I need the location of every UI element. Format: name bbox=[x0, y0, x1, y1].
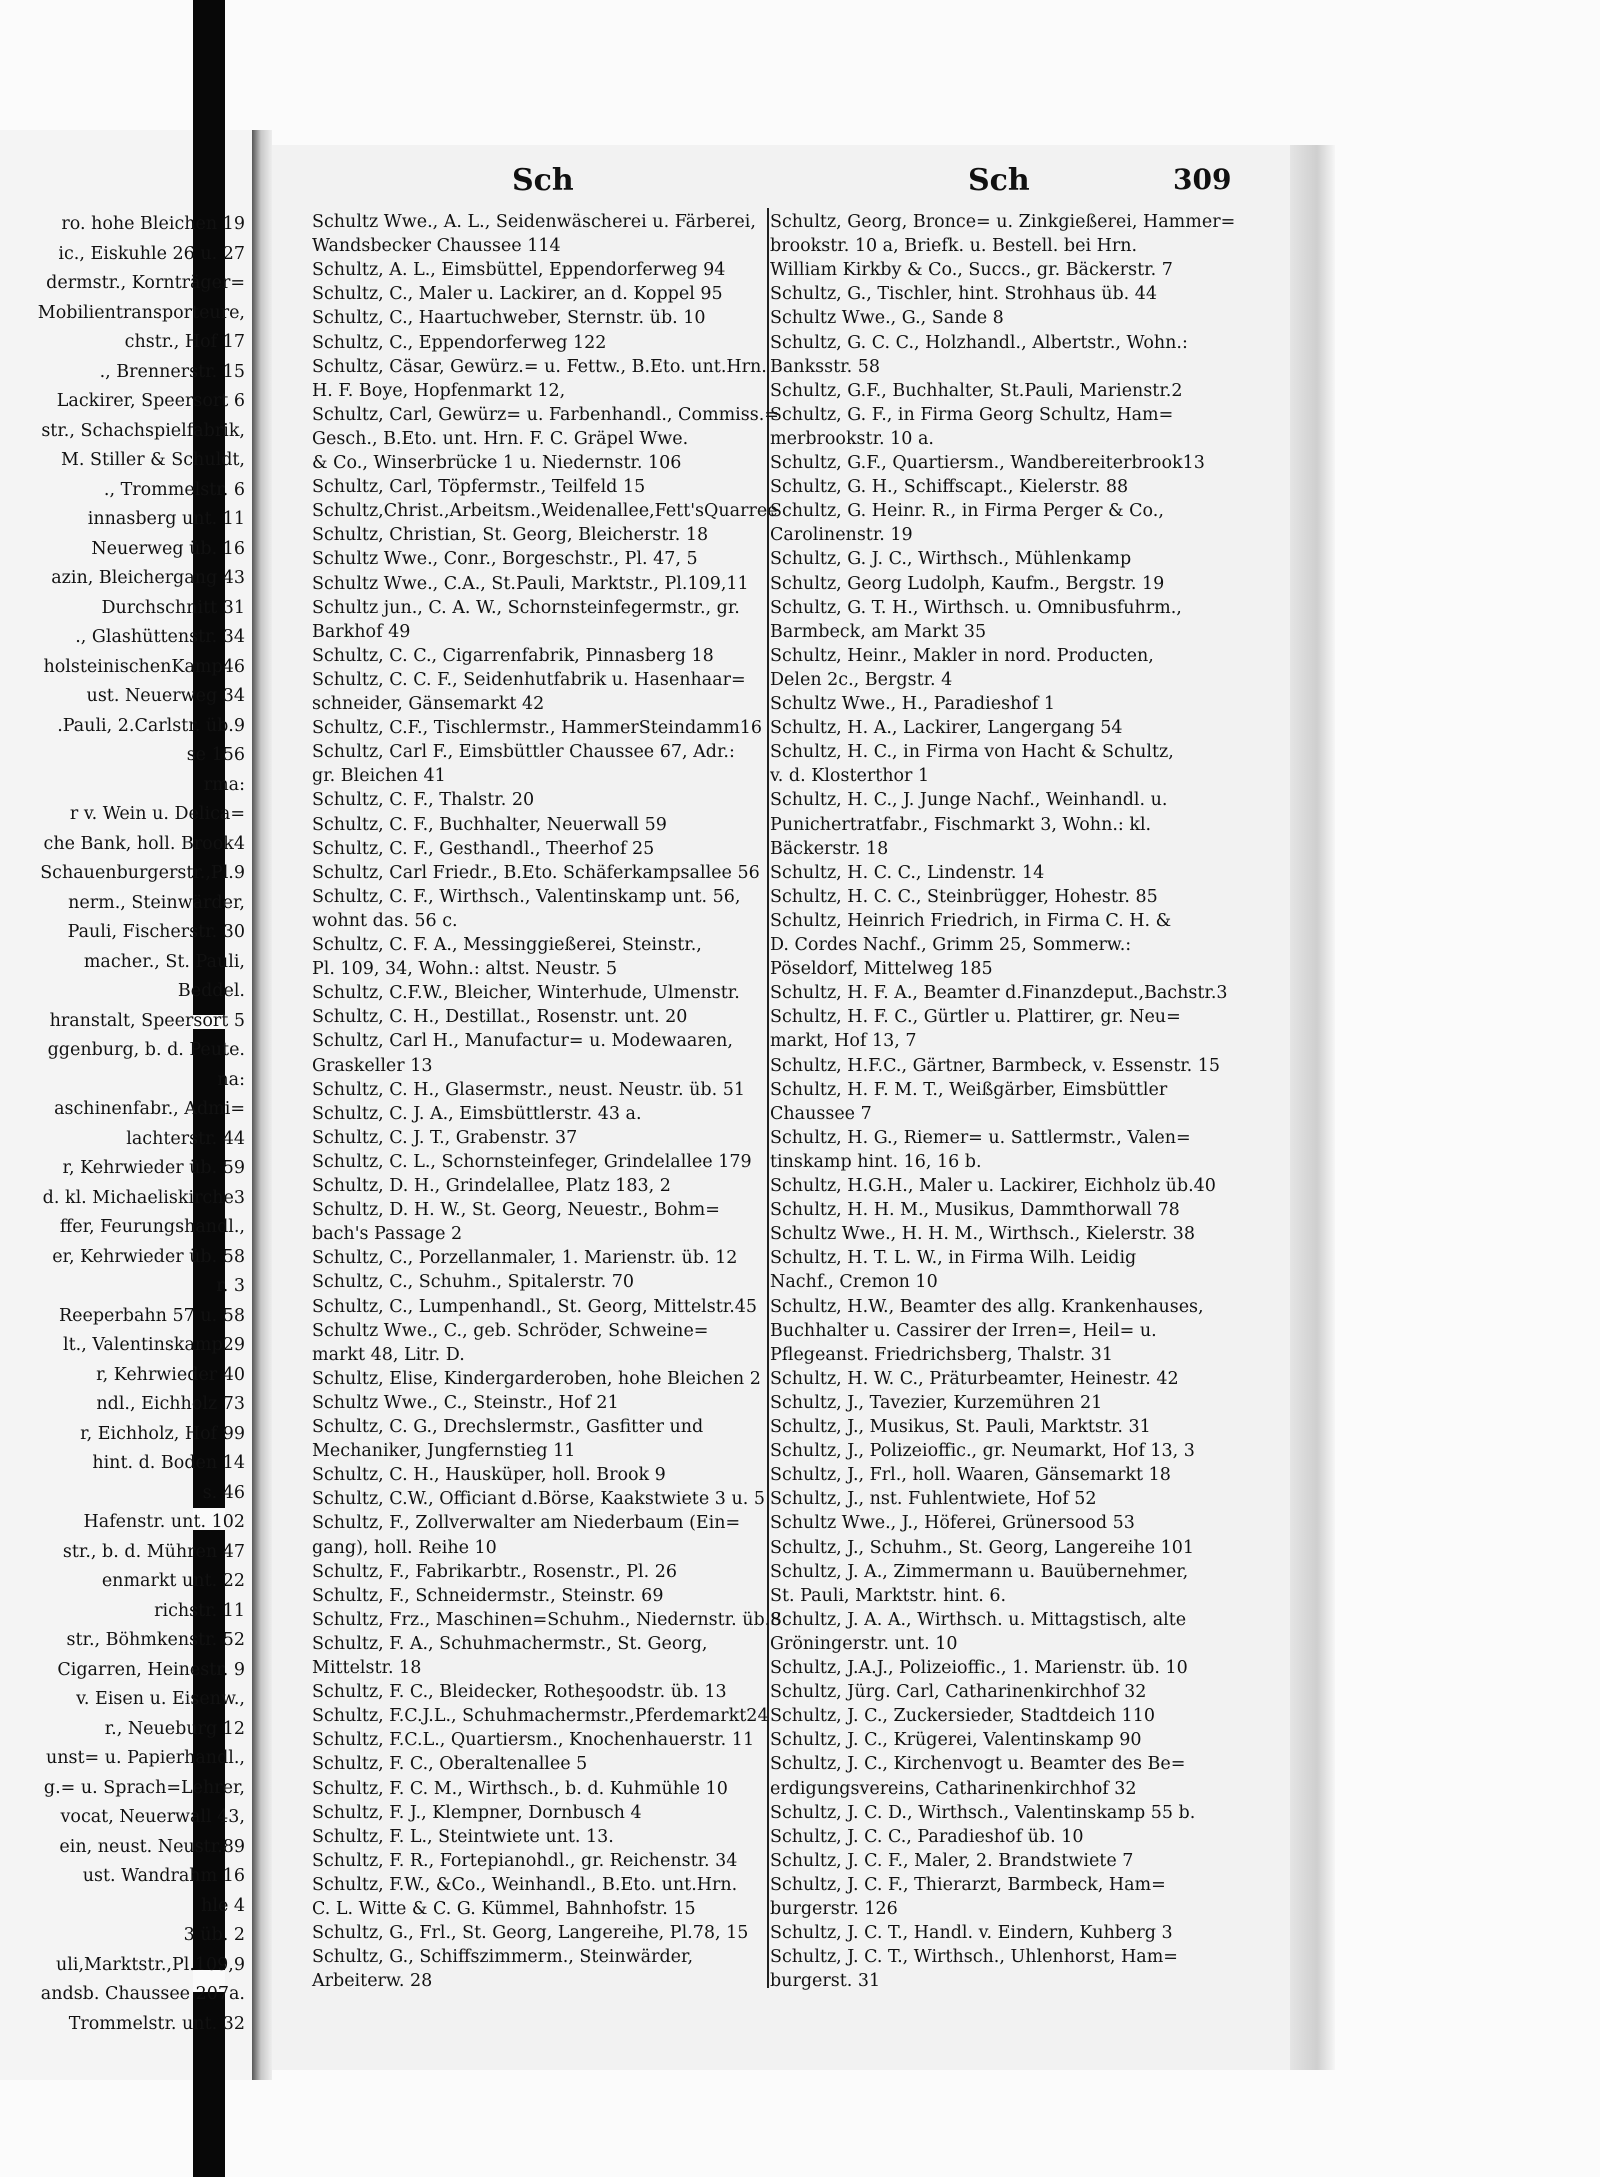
left-page-line: lt., Valentinskamp29 bbox=[63, 1335, 245, 1355]
left-page-line: str., b. d. Mühren 47 bbox=[62, 1541, 245, 1562]
directory-entry-line: Schultz, G.F., Buchhalter, St.Pauli, Marienstr.2 bbox=[770, 380, 1183, 401]
directory-entry-line: Schultz, J., Tavezier, Kurzemühren 21 bbox=[770, 1392, 1103, 1413]
directory-entry-line: Schultz, J. C. T., Wirthsch., Uhlenhorst, Ham= bbox=[770, 1947, 1178, 1968]
directory-entry-line: Schultz, Frz., Maschinen=Schuhm., Niedernstr. üb.8 bbox=[312, 1609, 782, 1630]
left-page-line: ., Glashüttenstr. 34 bbox=[75, 627, 245, 647]
directory-entry-line: Schultz, G., Tischler, hint. Strohhaus üb. 44 bbox=[770, 284, 1158, 305]
directory-entry-line: Schultz, F. C., Bleidecker, Rotheşoodstr. üb. 13 bbox=[312, 1682, 727, 1703]
directory-entry-line: Schultz, J.A.J., Polizeioffic., 1. Marienstr. üb. 10 bbox=[770, 1658, 1188, 1678]
directory-entry-line: H. F. Boye, Hopfenmarkt 12, bbox=[312, 380, 566, 401]
directory-entry-line: Schultz, C. C. F., Seidenhutfabrik u. Hasenhaar= bbox=[312, 669, 746, 690]
directory-entry-line: Arbeiterw. 28 bbox=[312, 1971, 433, 1992]
directory-entry-line: markt, Hof 13, 7 bbox=[770, 1031, 917, 1052]
left-page-line: aschinenfabr., Admi= bbox=[54, 1099, 245, 1119]
directory-entry-line: Schultz, C., Lumpenhandl., St. Georg, Mittelstr.45 bbox=[312, 1296, 758, 1317]
directory-entry-line: Schultz, Georg Ludolph, Kaufm., Bergstr. 19 bbox=[770, 573, 1165, 594]
directory-entry-line: Schultz, Jürg. Carl, Catharinenkirchhof 32 bbox=[770, 1682, 1147, 1703]
directory-entry-line: Schultz, F., Schneidermstr., Steinstr. 69 bbox=[312, 1585, 664, 1606]
directory-entry-line: Delen 2c., Bergstr. 4 bbox=[770, 669, 953, 690]
left-page-line: unst= u. Papierhandl., bbox=[45, 1748, 245, 1768]
directory-entry-line: Schultz, Carl, Gewürz= u. Farbenhandl., Commiss.= bbox=[312, 404, 779, 425]
left-page-line: str., Schachspielfabrik, bbox=[41, 420, 245, 441]
directory-entry-line: Schultz, D. H. W., St. Georg, Neuestr., Bohm= bbox=[312, 1200, 720, 1221]
left-page-line: r., Neueburg 12 bbox=[104, 1718, 245, 1739]
directory-entry-line: Schultz, C. F., Gesthandl., Theerhof 25 bbox=[312, 838, 655, 859]
directory-entry-line: Schultz Wwe., G., Sande 8 bbox=[770, 308, 1004, 329]
directory-entry-line: Schultz, G., Schiffszimmerm., Steinwärder, bbox=[312, 1947, 694, 1968]
directory-entry-line: Schultz, J. C. F., Maler, 2. Brandstwiete 7 bbox=[770, 1850, 1134, 1871]
left-page-line: str., Böhmkenstr. 52 bbox=[66, 1630, 245, 1650]
directory-entry-line: D. Cordes Nachf., Grimm 25, Sommerw.: bbox=[770, 935, 1132, 955]
directory-entry-line: Schultz, C. C., Cigarrenfabrik, Pinnasberg 18 bbox=[312, 645, 714, 666]
directory-entry-line: Schultz Wwe., C.A., St.Pauli, Marktstr., Pl.109,11 bbox=[312, 573, 749, 594]
directory-entry-line: Schultz, C., Haartuchweber, Sternstr. üb. 10 bbox=[312, 308, 706, 329]
directory-entry-line: Schultz, F. C. M., Wirthsch., b. d. Kuhmühle 10 bbox=[312, 1778, 728, 1799]
directory-entry-line: Schultz, H. H. M., Musikus, Dammthorwall 78 bbox=[770, 1200, 1180, 1221]
directory-entry-line: Schultz, J., Polizeioffic., gr. Neumarkt, Hof 13, 3 bbox=[770, 1441, 1195, 1462]
directory-entry-line: William Kirkby & Co., Succs., gr. Bäckerstr. 7 bbox=[770, 260, 1173, 281]
left-page-line: se 156 bbox=[186, 745, 245, 765]
directory-entry-line: schneider, Gänsemarkt 42 bbox=[312, 694, 545, 714]
directory-entry-line: bach's Passage 2 bbox=[312, 1224, 463, 1245]
directory-entry-line: Schultz, H. C. C., Steinbrügger, Hohestr. 85 bbox=[770, 886, 1158, 907]
left-page-line: ust. Wandrahm 16 bbox=[82, 1866, 245, 1886]
left-page-line: s. 46 bbox=[202, 1482, 245, 1503]
left-page-line: v. Eisen u. Eisenw., bbox=[76, 1689, 245, 1709]
directory-entry-line: Schultz, C.F.W., Bleicher, Winterhude, Ulmenstr. bbox=[312, 983, 740, 1004]
left-page-line: M. Stiller & Schuldt, bbox=[60, 450, 245, 470]
directory-entry-line: Chaussee 7 bbox=[770, 1103, 872, 1124]
left-page-line: ic., Eiskuhle 26 u. 27 bbox=[58, 243, 245, 264]
directory-entry-line: Gröningerstr. unt. 10 bbox=[770, 1633, 958, 1654]
left-page-line: macher., St. Pauli, bbox=[83, 951, 245, 972]
left-page-line: ., Trommelstr. 6 bbox=[103, 479, 245, 500]
directory-entry-line: Schultz, G. J. C., Wirthsch., Mühlenkamp bbox=[770, 549, 1132, 570]
left-page-line: ggenburg, b. d. Peute. bbox=[47, 1040, 245, 1060]
directory-entry-line: Schultz, C. J. T., Grabenstr. 37 bbox=[312, 1127, 578, 1148]
directory-entry-line: Schultz, Christian, St. Georg, Bleicherstr. 18 bbox=[312, 525, 709, 546]
left-page-line: andsb. Chaussee 207a. bbox=[40, 1984, 245, 2004]
directory-entry-line: gang), holl. Reihe 10 bbox=[312, 1537, 497, 1558]
left-page-line: richstr. 11 bbox=[154, 1600, 245, 1621]
directory-entry-line: Schultz, Cäsar, Gewürz.= u. Fettw., B.Eto. unt.Hrn. bbox=[312, 356, 767, 377]
left-page-line: che Bank, holl. Brook4 bbox=[43, 833, 245, 854]
directory-entry-line: Schultz,Christ.,Arbeitsm.,Weidenallee,Fett'sQuarree bbox=[312, 501, 778, 522]
directory-entry-line: Schultz, G. C. C., Holzhandl., Albertstr., Wohn.: bbox=[770, 332, 1188, 353]
left-page-line: r, Eichholz, Hof 99 bbox=[80, 1423, 245, 1444]
directory-entry-line: Barmbeck, am Markt 35 bbox=[770, 621, 987, 642]
directory-entry-line: Schultz, C., Porzellanmaler, 1. Marienstr. üb. 12 bbox=[312, 1248, 738, 1269]
page-edge bbox=[1290, 145, 1335, 2070]
directory-entry-line: Schultz, C. F. A., Messinggießerei, Steinstr., bbox=[312, 935, 702, 955]
left-column-heading: Sch bbox=[512, 163, 574, 198]
directory-entry-line: C. L. Witte & C. G. Kümmel, Bahnhofstr. 15 bbox=[312, 1899, 696, 1919]
directory-entry-line: Schultz, C. J. A., Eimsbüttlerstr. 43 a. bbox=[312, 1103, 642, 1124]
left-page-line: ndl., Eichholz 73 bbox=[96, 1394, 245, 1414]
directory-entry-line: Schultz, H. F. A., Beamter d.Finanzdeput.,Bachstr.3 bbox=[770, 983, 1228, 1004]
directory-entry-line: Schultz Wwe., H. H. M., Wirthsch., Kielerstr. 38 bbox=[770, 1224, 1196, 1245]
left-page-line: Lackirer, Speersort 6 bbox=[56, 391, 245, 411]
directory-entry-line: Schultz, G. Heinr. R., in Firma Perger & Co., bbox=[770, 501, 1164, 522]
directory-entry-line: Schultz, C., Schuhm., Spitalerstr. 70 bbox=[312, 1272, 635, 1293]
directory-entry-line: v. d. Klosterthor 1 bbox=[770, 766, 930, 787]
left-page-line: holsteinischenKamp46 bbox=[43, 656, 245, 677]
left-page-line: nerm., Steinwärder, bbox=[68, 892, 245, 913]
directory-entry-line: Schultz, F.C.J.L., Schuhmachermstr.,Pferdemarkt24 bbox=[312, 1706, 769, 1727]
directory-entry-line: Mittelstr. 18 bbox=[312, 1658, 422, 1678]
left-page-line: uli,Marktstr.,Pl.109,9 bbox=[56, 1954, 245, 1975]
left-page-line: Hafenstr. unt. 102 bbox=[83, 1512, 245, 1532]
directory-entry-line: Mechaniker, Jungfernstieg 11 bbox=[312, 1441, 576, 1462]
left-page-line: d. kl. Michaeliskirche3 bbox=[42, 1187, 245, 1208]
left-page-line: chstr., Hof 17 bbox=[124, 332, 245, 352]
left-page-line: hle 4 bbox=[201, 1895, 245, 1916]
directory-entry-line: & Co., Winserbrücke 1 u. Niedernstr. 106 bbox=[312, 453, 682, 473]
directory-entry-line: Schultz, J. C., Kirchenvogt u. Beamter des Be= bbox=[770, 1754, 1186, 1775]
directory-entry-line: Schultz, G. H., Schiffscapt., Kielerstr. 88 bbox=[770, 477, 1129, 498]
directory-entry-line: Schultz, C. G., Drechslermstr., Gasfitter und bbox=[312, 1417, 704, 1437]
directory-entry-line: burgerst. 31 bbox=[770, 1971, 881, 1992]
directory-entry-line: St. Pauli, Marktstr. hint. 6. bbox=[770, 1585, 1007, 1606]
directory-entry-line: Schultz, Georg, Bronce= u. Zinkgießerei, Hammer= bbox=[770, 212, 1236, 232]
left-page-line: vocat, Neuerwall 43, bbox=[60, 1807, 245, 1827]
directory-entry-line: Schultz, F. C., Oberaltenallee 5 bbox=[312, 1754, 588, 1775]
directory-entry-line: Schultz Wwe., Conr., Borgeschstr., Pl. 47, 5 bbox=[312, 549, 698, 570]
page-number: 309 bbox=[1173, 163, 1232, 196]
left-page-line: rma: bbox=[203, 774, 245, 795]
left-page-line: Trommelstr. unt. 32 bbox=[68, 2013, 245, 2034]
directory-entry-line: Schultz, G. T. H., Wirthsch. u. Omnibusfuhrm., bbox=[770, 597, 1182, 618]
left-page-line: hranstalt, Speersort 5 bbox=[49, 1010, 245, 1031]
directory-entry-line: Schultz, J. C. C., Paradieshof üb. 10 bbox=[770, 1826, 1084, 1847]
directory-entry-line: Schultz, C., Eppendorferweg 122 bbox=[312, 332, 607, 353]
left-page-line: lachterstr. 44 bbox=[126, 1128, 245, 1149]
directory-entry-line: erdigungsvereins, Catharinenkirchhof 32 bbox=[770, 1778, 1137, 1799]
directory-entry-line: Graskeller 13 bbox=[312, 1055, 433, 1076]
directory-entry-line: Banksstr. 58 bbox=[770, 356, 880, 377]
directory-entry-line: Schultz, H. F. M. T., Weißgärber, Eimsbüttler bbox=[770, 1079, 1168, 1100]
left-page-line: Schauenburgerstr.,Pl.9 bbox=[40, 863, 245, 883]
left-page-line: r. 3 bbox=[216, 1276, 245, 1296]
directory-entry-line: Schultz, G. F., in Firma Georg Schultz, Ham= bbox=[770, 404, 1174, 425]
left-page-line: Mobilientransporteure, bbox=[37, 302, 245, 323]
directory-entry-line: Pl. 109, 34, Wohn.: altst. Neustr. 5 bbox=[312, 959, 618, 980]
directory-entry-line: Schultz Wwe., C., geb. Schröder, Schweine= bbox=[312, 1320, 709, 1341]
directory-entry-line: Carolinenstr. 19 bbox=[770, 525, 913, 546]
directory-entry-line: Schultz, C.W., Officiant d.Börse, Kaakstwiete 3 u. 5 bbox=[312, 1489, 765, 1510]
directory-entry-line: Schultz, G., Frl., St. Georg, Langereihe, Pl.78, 15 bbox=[312, 1923, 749, 1944]
directory-entry-line: Schultz, C. F., Wirthsch., Valentinskamp unt. 56, bbox=[312, 886, 741, 907]
directory-entry-line: Schultz, H. T. L. W., in Firma Wilh. Leidig bbox=[770, 1248, 1137, 1269]
left-page-line: Beddel. bbox=[177, 981, 245, 1001]
directory-entry-line: Schultz, Carl F., Eimsbüttler Chaussee 67, Adr.: bbox=[312, 742, 735, 763]
directory-entry-line: merbrookstr. 10 a. bbox=[770, 428, 934, 449]
right-column-heading: Sch bbox=[968, 163, 1030, 198]
directory-entry-line: burgerstr. 126 bbox=[770, 1899, 898, 1919]
directory-entry-line: Schultz Wwe., J., Höferei, Grünersood 53 bbox=[770, 1513, 1135, 1534]
directory-entry-line: Pflegeanst. Friedrichsberg, Thalstr. 31 bbox=[770, 1344, 1113, 1365]
directory-entry-line: Pöseldorf, Mittelweg 185 bbox=[770, 959, 993, 980]
left-page-line: Durchschnitt 31 bbox=[101, 597, 245, 618]
directory-entry-line: Schultz, H.G.H., Maler u. Lackirer, Eichholz üb.40 bbox=[770, 1176, 1216, 1196]
directory-entry-line: Schultz, J., nst. Fuhlentwiete, Hof 52 bbox=[770, 1489, 1097, 1510]
left-page-line: ein, neust. Neustr.89 bbox=[59, 1836, 245, 1857]
directory-entry-line: Schultz, H. C., J. Junge Nachf., Weinhandl. u. bbox=[770, 790, 1168, 811]
directory-entry-line: Schultz, F.W., &Co., Weinhandl., B.Eto. unt.Hrn. bbox=[312, 1874, 738, 1895]
directory-entry-line: Schultz Wwe., C., Steinstr., Hof 21 bbox=[312, 1392, 619, 1413]
left-page-line: azin, Bleichergang 43 bbox=[51, 568, 245, 588]
left-page-line: ., Brennerstr. 15 bbox=[99, 361, 245, 382]
directory-entry-line: Schultz, C. F., Buchhalter, Neuerwall 59 bbox=[312, 814, 667, 835]
directory-entry-line: Schultz Wwe., A. L., Seidenwäscherei u. Färberei, bbox=[312, 212, 756, 232]
directory-entry-line: Schultz, H. A., Lackirer, Langergang 54 bbox=[770, 718, 1123, 739]
directory-entry-line: Schultz, J. C. T., Handl. v. Eindern, Kuhberg 3 bbox=[770, 1923, 1173, 1944]
left-page-line: Pauli, Fischerstr. 30 bbox=[67, 922, 245, 942]
left-page-line: r, Kehrwieder üb. 59 bbox=[62, 1158, 245, 1178]
directory-entry-line: Schultz, F. J., Klempner, Dornbusch 4 bbox=[312, 1802, 642, 1823]
directory-entry-line: Schultz, J. A. A., Wirthsch. u. Mittagstisch, alte bbox=[770, 1609, 1187, 1630]
directory-entry-line: Schultz, J., Frl., holl. Waaren, Gänsemarkt 18 bbox=[770, 1465, 1171, 1486]
directory-entry-line: Schultz, C. H., Destillat., Rosenstr. unt. 20 bbox=[312, 1007, 688, 1028]
directory-entry-line: Schultz, F. R., Fortepianohdl., gr. Reichenstr. 34 bbox=[312, 1850, 738, 1871]
left-page-line: .Pauli, 2.Carlstr. üb.9 bbox=[57, 715, 245, 736]
directory-entry-line: brookstr. 10 a, Briefk. u. Bestell. bei Hrn. bbox=[770, 236, 1138, 257]
directory-entry-line: Schultz, Heinrich Friedrich, in Firma C. H. & bbox=[770, 910, 1172, 931]
directory-entry-line: Schultz, Carl H., Manufactur= u. Modewaaren, bbox=[312, 1031, 733, 1052]
left-page-line: ust. Neuerweg 34 bbox=[86, 686, 245, 706]
directory-entry-line: Schultz, H. C., in Firma von Hacht & Schultz, bbox=[770, 742, 1174, 763]
directory-entry-line: Schultz, J. C. F., Thierarzt, Barmbeck, Ham= bbox=[770, 1874, 1166, 1895]
directory-entry-line: Gesch., B.Eto. unt. Hrn. F. C. Gräpel Wwe. bbox=[312, 428, 689, 449]
directory-entry-line: Bäckerstr. 18 bbox=[770, 838, 889, 859]
left-page-line: hint. d. Boden 14 bbox=[92, 1453, 245, 1473]
directory-entry-line: Schultz, F. A., Schuhmachermstr., St. Georg, bbox=[312, 1633, 708, 1654]
directory-entry-line: Schultz jun., C. A. W., Schornsteinfegermstr., gr. bbox=[312, 597, 740, 618]
directory-entry-line: wohnt das. 56 c. bbox=[312, 910, 458, 931]
directory-entry-line: Schultz, H. W. C., Präturbeamter, Heinestr. 42 bbox=[770, 1368, 1179, 1389]
directory-entry-line: Schultz, H.F.C., Gärtner, Barmbeck, v. Essenstr. 15 bbox=[770, 1055, 1221, 1076]
directory-entry-line: Schultz, J., Schuhm., St. Georg, Langereihe 101 bbox=[770, 1537, 1195, 1558]
directory-entry-line: Schultz, C., Maler u. Lackirer, an d. Koppel 95 bbox=[312, 284, 723, 305]
directory-entry-line: Schultz, A. L., Eimsbüttel, Eppendorferweg 94 bbox=[312, 260, 726, 281]
directory-entry-line: Schultz, H. G., Riemer= u. Sattlermstr., Valen= bbox=[770, 1127, 1191, 1148]
directory-entry-line: Barkhof 49 bbox=[312, 621, 411, 642]
directory-entry-line: Schultz, J. A., Zimmermann u. Bauübernehmer, bbox=[770, 1561, 1189, 1582]
left-page-line: ro. hohe Bleichen 19 bbox=[61, 214, 245, 234]
directory-entry-line: Schultz, F.C.L., Quartiersm., Knochenhauerstr. 11 bbox=[312, 1730, 755, 1751]
directory-entry-line: Schultz, J. C. D., Wirthsch., Valentinskamp 55 b. bbox=[770, 1802, 1196, 1823]
directory-entry-line: Schultz, G.F., Quartiersm., Wandbereiterbrook13 bbox=[770, 453, 1205, 473]
directory-entry-line: Schultz, C. H., Glasermstr., neust. Neustr. üb. 51 bbox=[312, 1079, 746, 1100]
directory-entry-line: tinskamp hint. 16, 16 b. bbox=[770, 1151, 982, 1172]
directory-entry-line: Schultz, J. C., Krügerei, Valentinskamp 90 bbox=[770, 1730, 1142, 1751]
directory-entry-line: Schultz, F. L., Steintwiete unt. 13. bbox=[312, 1826, 614, 1847]
directory-entry-line: Schultz, Carl Friedr., B.Eto. Schäferkampsallee 56 bbox=[312, 862, 760, 883]
left-page-line: innasberg unt. 11 bbox=[87, 509, 245, 529]
directory-entry-line: markt 48, Litr. D. bbox=[312, 1344, 465, 1365]
directory-entry-line: Schultz, H. F. C., Gürtler u. Plattirer, gr. Neu= bbox=[770, 1007, 1181, 1028]
directory-entry-line: Schultz, J. C., Zuckersieder, Stadtdeich 110 bbox=[770, 1706, 1156, 1727]
left-page-line: enmarkt unt. 22 bbox=[101, 1571, 245, 1591]
left-page-line: dermstr., Kornträger= bbox=[46, 273, 245, 293]
left-page-line: 3 üb. 2 bbox=[183, 1925, 245, 1945]
directory-entry-line: Schultz Wwe., H., Paradieshof 1 bbox=[770, 694, 1056, 714]
left-page-line: Neuerweg üb. 16 bbox=[91, 538, 245, 559]
directory-entry-line: Schultz, Carl, Töpfermstr., Teilfeld 15 bbox=[312, 477, 646, 498]
directory-entry-line: Schultz, C. H., Hausküper, holl. Brook 9 bbox=[312, 1465, 666, 1486]
left-page-line: g.= u. Sprach=Lehrer, bbox=[43, 1777, 245, 1798]
directory-entry-line: Buchhalter u. Cassirer der Irren=, Heil= u. bbox=[770, 1320, 1157, 1341]
directory-entry-line: Nachf., Cremon 10 bbox=[770, 1272, 938, 1293]
directory-entry-line: Schultz, F., Fabrikarbtr., Rosenstr., Pl. 26 bbox=[312, 1561, 677, 1582]
left-page-line: ffer, Feurungshandl., bbox=[59, 1217, 245, 1237]
directory-entry-line: Schultz, D. H., Grindelallee, Platz 183, 2 bbox=[312, 1176, 671, 1196]
left-page-line: r v. Wein u. Delica= bbox=[69, 804, 245, 824]
directory-entry-line: Schultz, F., Zollverwalter am Niederbaum (Ein= bbox=[312, 1513, 741, 1534]
directory-entry-line: Schultz, H. C. C., Lindenstr. 14 bbox=[770, 862, 1045, 883]
directory-entry-line: Schultz, C.F., Tischlermstr., HammerSteindamm16 bbox=[312, 718, 763, 739]
directory-entry-line: Wandsbecker Chaussee 114 bbox=[312, 236, 561, 257]
left-page-line: na: bbox=[217, 1069, 245, 1090]
directory-entry-line: Schultz, H.W., Beamter des allg. Krankenhauses, bbox=[770, 1296, 1204, 1317]
directory-entry-line: Schultz, J., Musikus, St. Pauli, Marktstr. 31 bbox=[770, 1417, 1151, 1437]
left-page-line: er, Kehrwieder üb. 58 bbox=[52, 1246, 245, 1267]
directory-entry-line: Schultz, C. F., Thalstr. 20 bbox=[312, 790, 535, 811]
gutter bbox=[252, 130, 272, 2080]
directory-entry-line: Schultz, Heinr., Makler in nord. Producten, bbox=[770, 645, 1154, 666]
directory-entry-line: Schultz, Elise, Kindergarderoben, hohe Bleichen 2 bbox=[312, 1368, 761, 1389]
directory-entry-line: Punichertratfabr., Fischmarkt 3, Wohn.: kl. bbox=[770, 814, 1152, 835]
directory-entry-line: gr. Bleichen 41 bbox=[312, 766, 446, 787]
left-page-line: Reeperbahn 57 u. 58 bbox=[58, 1305, 245, 1326]
directory-entry-line: Schultz, C. L., Schornsteinfeger, Grindelallee 179 bbox=[312, 1151, 752, 1172]
left-page-line: Cigarren, Heinestr. 9 bbox=[57, 1659, 245, 1680]
left-page-line: r, Kehrwieder 40 bbox=[96, 1364, 245, 1385]
